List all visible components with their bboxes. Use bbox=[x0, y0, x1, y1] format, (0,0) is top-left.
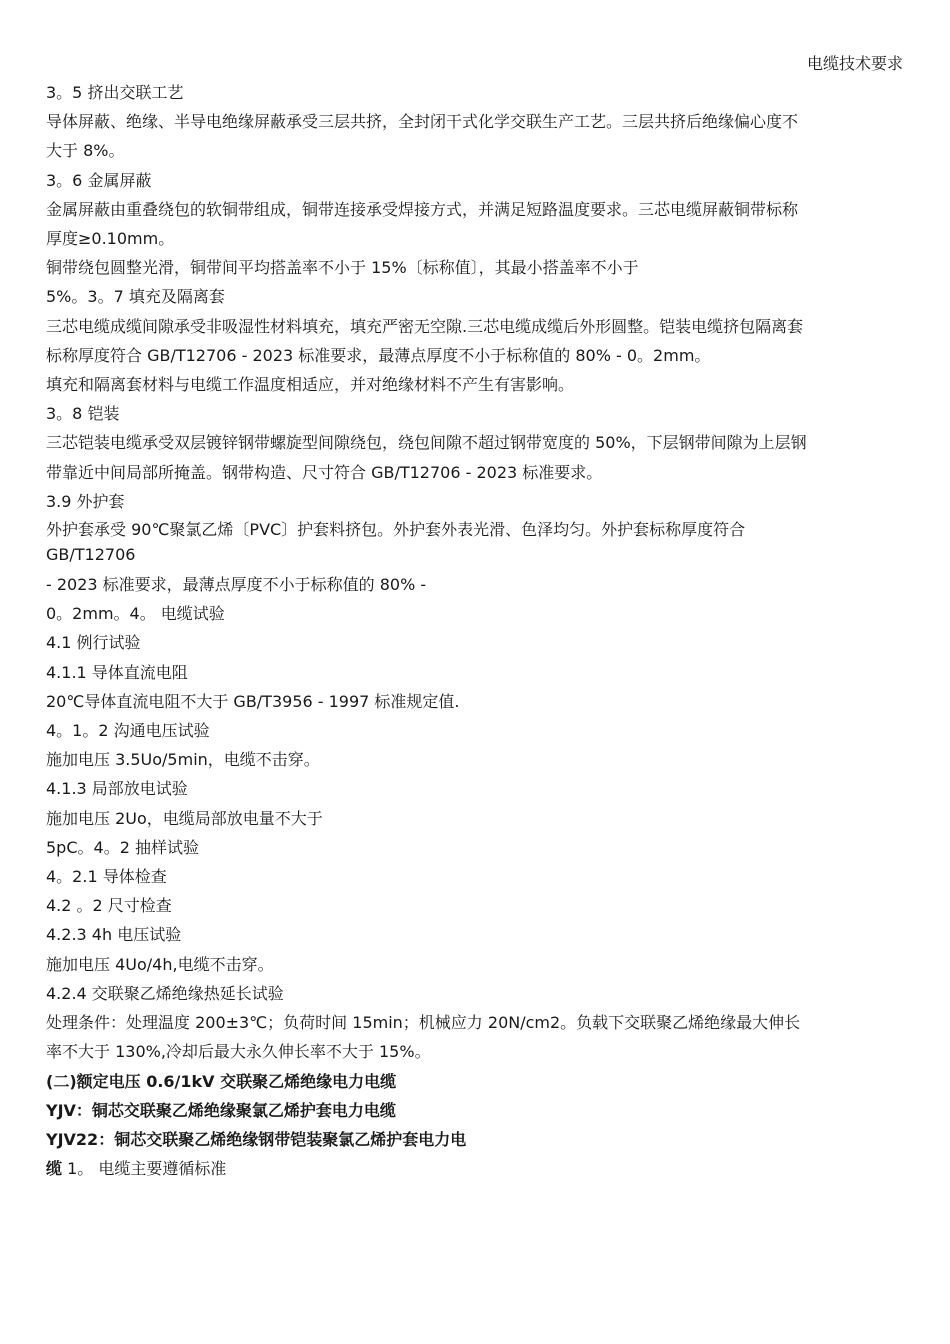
section-heading-4-2-2: 4.2 。2 尺寸检查 bbox=[46, 896, 172, 916]
paragraph-line-last bbox=[46, 1154, 906, 1183]
page-header-title: 电缆技术要求 bbox=[806, 54, 903, 73]
section-heading-4-1-2: 4。1。2 沟通电压试验 bbox=[46, 721, 210, 741]
paragraph-line: 0。2mm。4。 电缆试验 bbox=[46, 604, 225, 624]
section-heading-4-2-3: 4.2.3 4h 电压试验 bbox=[46, 925, 182, 945]
section-heading-3-5: 3。5 挤出交联工艺 bbox=[46, 83, 184, 102]
section-heading-3-6: 3。6 金属屏蔽 bbox=[46, 170, 152, 190]
paragraph-line: 外护套承受 90℃聚氯乙烯〔PVC〕护套料挤包。外护套外表光滑、色泽均匀。外护套标称厚度符合 bbox=[46, 520, 746, 540]
paragraph-line: 施加电压 2Uo，电缆局部放电量不大于 bbox=[46, 808, 323, 828]
paragraph-line: 5%。3。7 填充及隔离套 bbox=[46, 287, 225, 307]
paragraph-line: 厚度≥0.10mm。 bbox=[46, 229, 175, 249]
paragraph-line: 三芯电缆成缆间隙承受非吸湿性材料填充，填充严密无空隙.三芯电缆成缆后外形圆整。铠装电缆挤包隔离套 bbox=[46, 316, 804, 336]
paragraph-line: GB/T12706 bbox=[46, 545, 136, 565]
paragraph-line: - 2023 标准要求，最薄点厚度不小于标称值的 80% - bbox=[46, 575, 427, 595]
bold-heading-yjv: YJV：铜芯交联聚乙烯绝缘聚氯乙烯护套电力电缆 bbox=[46, 1100, 396, 1120]
paragraph-line: 三芯铠装电缆承受双层镀锌钢带螺旋型间隙绕包，绕包间隙不超过钢带宽度的 50%，下层钢带间隙为上层钢 bbox=[46, 433, 807, 453]
section-heading-4-1-3: 4.1.3 局部放电试验 bbox=[46, 779, 188, 799]
paragraph-line: 金属屏蔽由重叠绕包的软铜带组成，铜带连接承受焊接方式，并满足短路温度要求。三芯电缆屏蔽铜带标称 bbox=[46, 199, 799, 219]
section-heading-3-9: 3.9 外护套 bbox=[46, 491, 125, 511]
section-heading-4-2-4: 4.2.4 交联聚乙烯绝缘热延长试验 bbox=[46, 983, 284, 1003]
paragraph-line: 施加电压 4Uo/4h,电缆不击穿。 bbox=[46, 954, 274, 974]
paragraph-line: 处理条件：处理温度 200±3℃；负荷时间 15min；机械应力 20N/cm2。负载下交联聚乙烯绝缘最大伸长 bbox=[46, 1013, 801, 1033]
paragraph-line: 标称厚度符合 GB/T12706 - 2023 标准要求，最薄点厚度不小于标称值的 80% - 0。2mm。 bbox=[46, 345, 711, 365]
paragraph-line: 带靠近中间局部所掩盖。钢带构造、尺寸符合 GB/T12706 - 2023 标准要求。 bbox=[46, 462, 603, 482]
paragraph-line: 导体屏蔽、绝缘、半导电绝缘屏蔽承受三层共挤，全封闭干式化学交联生产工艺。三层共挤后绝缘偏心度不 bbox=[46, 112, 799, 132]
paragraph-line: 率不大于 130%,冷却后最大永久伸长率不大于 15%。 bbox=[46, 1042, 431, 1062]
paragraph-line: 大于 8%。 bbox=[46, 141, 125, 161]
section-heading-4-2-1: 4。2.1 导体检查 bbox=[46, 867, 167, 887]
document-body bbox=[46, 78, 906, 1183]
paragraph-line: 5pC。4。2 抽样试验 bbox=[46, 837, 199, 857]
section-heading-4-1-1: 4.1.1 导体直流电阻 bbox=[46, 662, 188, 682]
paragraph-line: 20℃导体直流电阻不大于 GB/T3956 - 1997 标准规定值. bbox=[46, 691, 460, 711]
section-heading-3-8: 3。8 铠装 bbox=[46, 404, 120, 424]
bold-fragment: 缆 bbox=[46, 1159, 63, 1179]
section-heading-4-1: 4.1 例行试验 bbox=[46, 633, 141, 653]
bold-heading-yjv22: YJV22：铜芯交联聚乙烯绝缘钢带铠装聚氯乙烯护套电力电 bbox=[46, 1129, 467, 1149]
paragraph-line: 施加电压 3.5Uo/5min，电缆不击穿。 bbox=[46, 750, 320, 770]
paragraph-line: 填充和隔离套材料与电缆工作温度相适应，并对绝缘材料不产生有害影响。 bbox=[46, 375, 575, 395]
bold-heading-rated-voltage: (二)额定电压 0.6/1kV 交联聚乙烯绝缘电力电缆 bbox=[46, 1071, 397, 1091]
paragraph-line: 铜带绕包圆整光滑，铜带间平均搭盖率不小于 15%〔标称值〕，其最小搭盖率不小于 bbox=[46, 258, 639, 278]
section-heading-1: 1。 电缆主要遵循标准 bbox=[62, 1159, 227, 1179]
